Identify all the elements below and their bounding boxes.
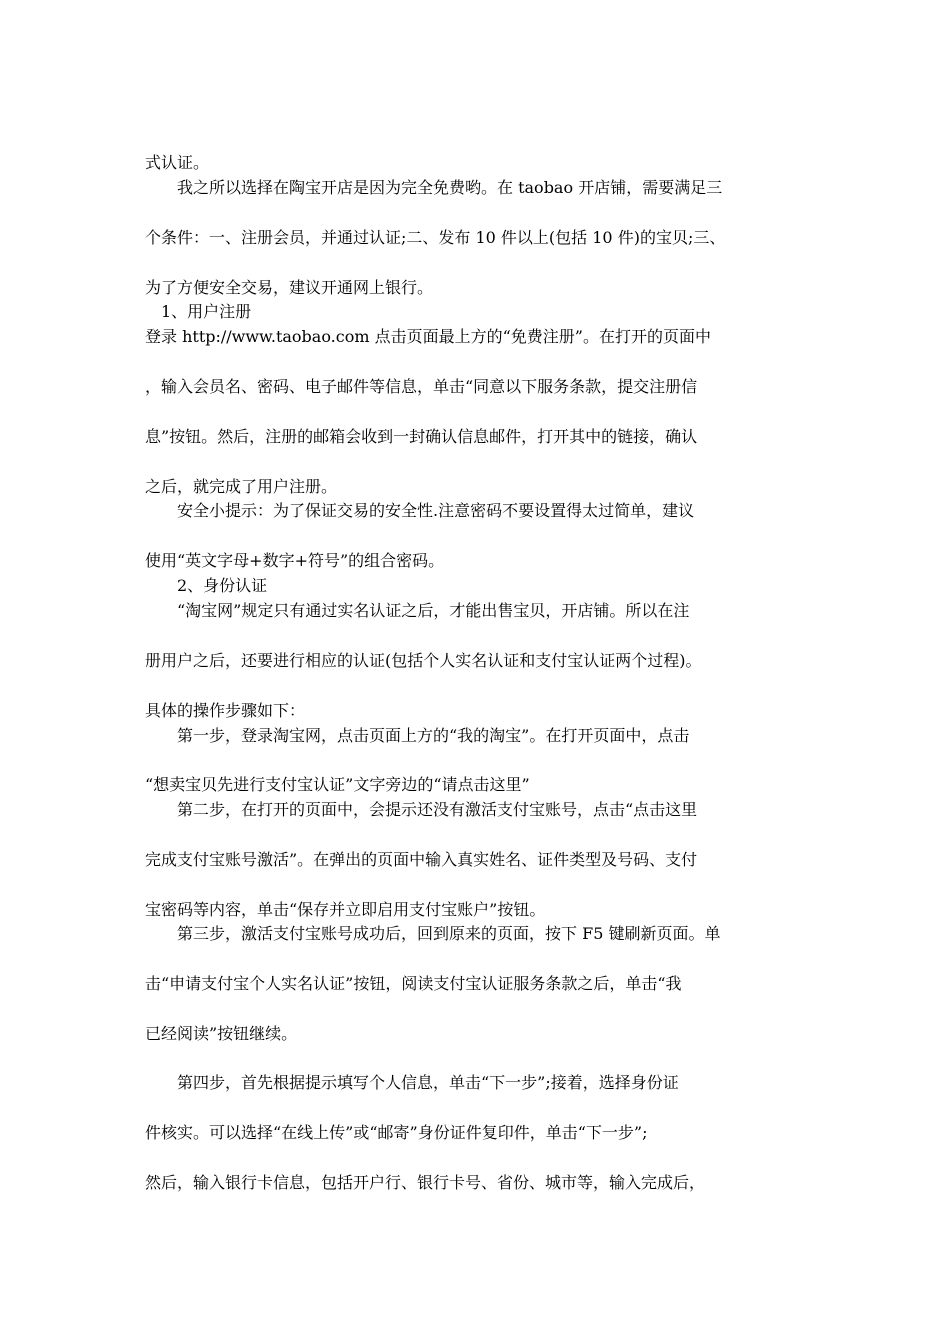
text-line: 件核实。可以选择“在线上传”或“邮寄”身份证件复印件，单击“下一步”;: [145, 1123, 648, 1142]
text-line: “想卖宝贝先进行支付宝认证”文字旁边的“请点击这里”: [145, 775, 530, 794]
text-line: 完成支付宝账号激活”。在弹出的页面中输入真实姓名、证件类型及号码、支付: [145, 850, 698, 869]
text-line: 我之所以选择在陶宝开店是因为完全免费哟。在 taobao 开店铺，需要满足三: [177, 178, 723, 197]
text-line: 息”按钮。然后，注册的邮箱会收到一封确认信息邮件，打开其中的链接，确认: [145, 427, 698, 446]
text-line: 登录 http://www.taobao.com 点击页面最上方的“免费注册”。在打开的页面中: [145, 327, 711, 346]
text-line: 第一步，登录淘宝网，点击页面上方的“我的淘宝”。在打开页面中，点击: [177, 726, 690, 745]
text-line: 击“申请支付宝个人实名认证”按钮，阅读支付宝认证服务条款之后，单击“我: [145, 974, 682, 993]
text-line: 然后，输入银行卡信息，包括开户行、银行卡号、省份、城市等，输入完成后，: [145, 1173, 706, 1192]
text-line: 已经阅读”按钮继续。: [145, 1024, 298, 1043]
text-line: 为了方便安全交易，建议开通网上银行。: [145, 278, 434, 297]
text-line: 宝密码等内容，单击“保存并立即启用支付宝账户”按钮。: [145, 900, 546, 919]
section-heading: 2、身份认证: [177, 576, 268, 595]
text-line: 安全小提示：为了保证交易的安全性.注意密码不要设置得太过简单，建议: [177, 501, 695, 520]
text-line: 第三步，激活支付宝账号成功后，回到原来的页面，按下 F5 键刷新页面。单: [177, 924, 721, 943]
text-line: 式认证。: [145, 153, 210, 172]
text-line: ，输入会员名、密码、电子邮件等信息，单击“同意以下服务条款，提交注册信: [145, 377, 698, 396]
text-line: 之后，就完成了用户注册。: [145, 477, 338, 496]
text-line: “淘宝网”规定只有通过实名认证之后，才能出售宝贝，开店铺。所以在注: [177, 601, 690, 620]
text-line: 个条件：一、注册会员，并通过认证;二、发布 10 件以上(包括 10 件)的宝贝;三、: [145, 228, 726, 247]
text-line: 使用“英文字母+数字+符号”的组合密码。: [145, 551, 445, 570]
text-line: 具体的操作步骤如下：: [145, 701, 306, 720]
text-line: 册用户之后，还要进行相应的认证(包括个人实名认证和支付宝认证两个过程)。: [145, 651, 702, 670]
text-line: 第二步，在打开的页面中，会提示还没有激活支付宝账号，点击“点击这里: [177, 800, 698, 819]
text-line: 第四步，首先根据提示填写个人信息，单击“下一步”;接着，选择身份证: [177, 1073, 679, 1092]
section-heading: 1、用户注册: [161, 302, 252, 321]
